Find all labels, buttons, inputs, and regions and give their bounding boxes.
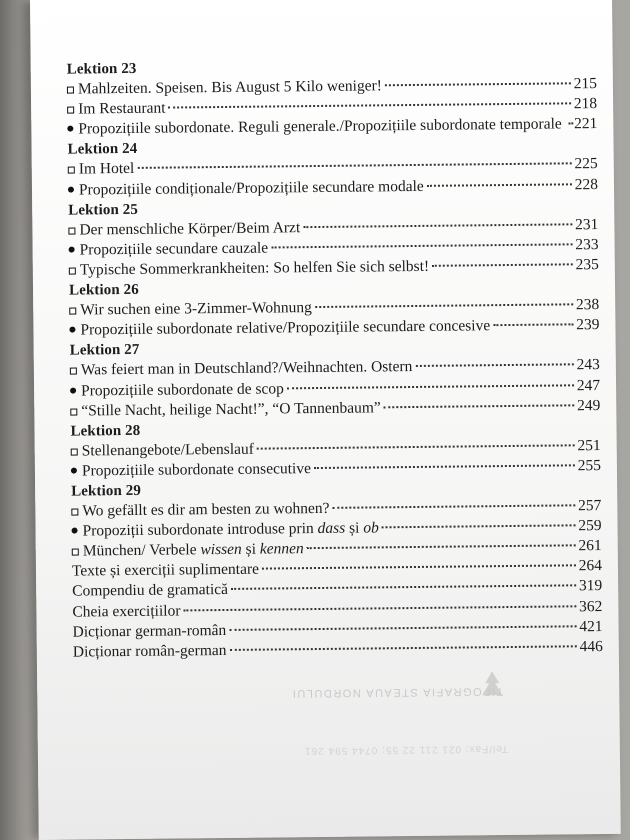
toc-page-number: 215 [573,75,597,93]
dot-leader [229,625,576,631]
toc-entry-title: Cheia exercițiilor [72,601,181,621]
toc-page-number: 231 [575,215,599,234]
toc-page-number: 239 [576,316,600,334]
toc-entry-title: Propozițiile secundare cauzale [79,239,269,259]
toc-entry-title: Mahlzeiten. Speisen. Bis August 5 Kilo weniger! [77,77,382,98]
square-bullet-icon [67,87,74,94]
toc-entry-title: Was feiert man in Deutschland?/Weihnachten. Ostern [80,358,413,379]
toc-entry-title: Wir suchen eine 3-Zimmer-Wohnung [80,299,312,319]
toc-entry-title: Propozițiile subordonate relative/Propozițiile secundare concesive [80,317,491,339]
dot-leader [183,605,576,611]
toc-entry-title: Im Hotel [78,160,135,178]
dot-bullet-icon [67,126,73,132]
dot-leader [229,645,576,651]
lektion-heading: Lektion 28 [70,422,141,440]
dot-leader [382,524,576,528]
dot-leader [432,263,572,266]
dot-leader [257,444,575,449]
toc-page-number: 261 [578,537,602,555]
dot-leader [427,183,572,187]
toc-entry-title: Stellenangebote/Lebenslauf [81,440,254,460]
toc-entry-title: Texte și exerciții suplimentare [71,560,260,580]
square-bullet-icon [72,549,79,556]
table-of-contents [67,54,603,662]
square-bullet-icon [68,167,75,174]
toc-page-number: 255 [577,456,601,475]
toc-page-number: 225 [574,155,598,173]
dot-bullet-icon [68,186,74,192]
toc-page-number: 421 [579,617,603,635]
dot-leader [137,163,571,170]
toc-entry-title: Im Restaurant [78,99,166,118]
toc-page-number: 362 [579,597,603,615]
lektion-heading: Lektion 24 [67,141,138,158]
dot-bullet-icon [71,467,77,473]
toc-entry-title: Wo gefällt es dir am besten zu wohnen? [82,499,330,520]
square-bullet-icon [70,408,77,415]
book-page [30,0,621,840]
dot-leader [314,464,575,469]
dot-leader [332,504,575,509]
toc-entry-title: Dicționar german-român [72,621,227,641]
lektion-heading: Lektion 29 [71,482,141,500]
dot-leader [231,585,576,591]
lektion-heading: Lektion 26 [68,281,139,299]
square-bullet-icon [67,107,74,114]
square-bullet-icon [71,509,78,516]
toc-page-number: 446 [579,637,603,655]
dot-leader [287,384,574,389]
dot-leader [303,223,572,228]
toc-page-number: 319 [578,577,603,595]
dot-bullet-icon [69,246,75,252]
toc-entry-title: Propozițiile condiționale/Propozițiile secundare modale [78,177,424,199]
square-bullet-icon [68,227,75,234]
toc-entry-title: “Stille Nacht, heilige Nacht!”, “O Tannenbaum” [81,398,381,420]
lektion-heading: Lektion 27 [69,342,140,359]
dot-leader [568,123,571,125]
square-bullet-icon [71,448,78,455]
toc-entry [73,637,603,663]
dot-leader [271,243,572,248]
toc-page-number: 218 [573,95,598,113]
toc-page-number: 257 [577,497,602,515]
toc-entry-title: Propoziții subordonate introduse prin dass și ob [82,519,379,540]
toc-entry-title: München/ Verbele wissen și kennen [82,540,304,560]
dot-bullet-icon [69,327,75,333]
toc-entry-title: Propozițiile subordonate. Reguli generale./Propozițiile subordonate temporale [78,115,562,138]
toc-page-number: 243 [576,356,600,374]
toc-entry-title: Typische Sommerkrankheiten: So helfen Sie sich selbst! [79,257,430,279]
toc-page-number: 238 [575,296,600,314]
toc-page-number: 235 [575,255,599,274]
toc-entry-title: Dicționar român-german [72,641,227,661]
printer-phone: Tel/Fax: 021 211 22 55; 0744 594 261 [304,743,508,757]
toc-page-number: 228 [574,175,599,193]
dot-leader [384,404,574,408]
toc-entry-title: Propozițiile subordonate consecutive [81,459,312,480]
square-bullet-icon [69,308,76,315]
lektion-heading: Lektion 23 [66,60,137,78]
toc-entry-title: Compendiu de gramatică [72,581,229,601]
toc-entry-title: Propozițiile subordonate de scop [81,379,284,399]
toc-entry-title: Der menschliche Körper/Beim Arzt [79,218,301,239]
toc-page-number: 264 [578,557,603,575]
toc-page-number: 233 [575,235,599,254]
toc-page-number: 221 [574,115,598,133]
lektion-heading: Lektion 25 [68,201,139,219]
toc-page-number: 259 [578,517,602,535]
toc-page-number: 251 [577,436,601,455]
toc-page-number: 247 [576,376,601,394]
dot-leader [493,324,573,327]
printer-stamp: TIPOGRAFIA STEAUA NORDULUI [291,685,504,700]
dot-leader [315,303,573,308]
square-bullet-icon [70,368,77,375]
toc-page-number: 249 [576,396,601,414]
dot-leader [169,103,571,109]
dot-bullet-icon [72,528,78,534]
dot-leader [262,565,576,570]
square-bullet-icon [69,267,76,274]
dot-leader [415,364,573,368]
dot-leader [307,545,576,550]
dot-bullet-icon [70,387,76,393]
dot-leader [385,82,571,86]
